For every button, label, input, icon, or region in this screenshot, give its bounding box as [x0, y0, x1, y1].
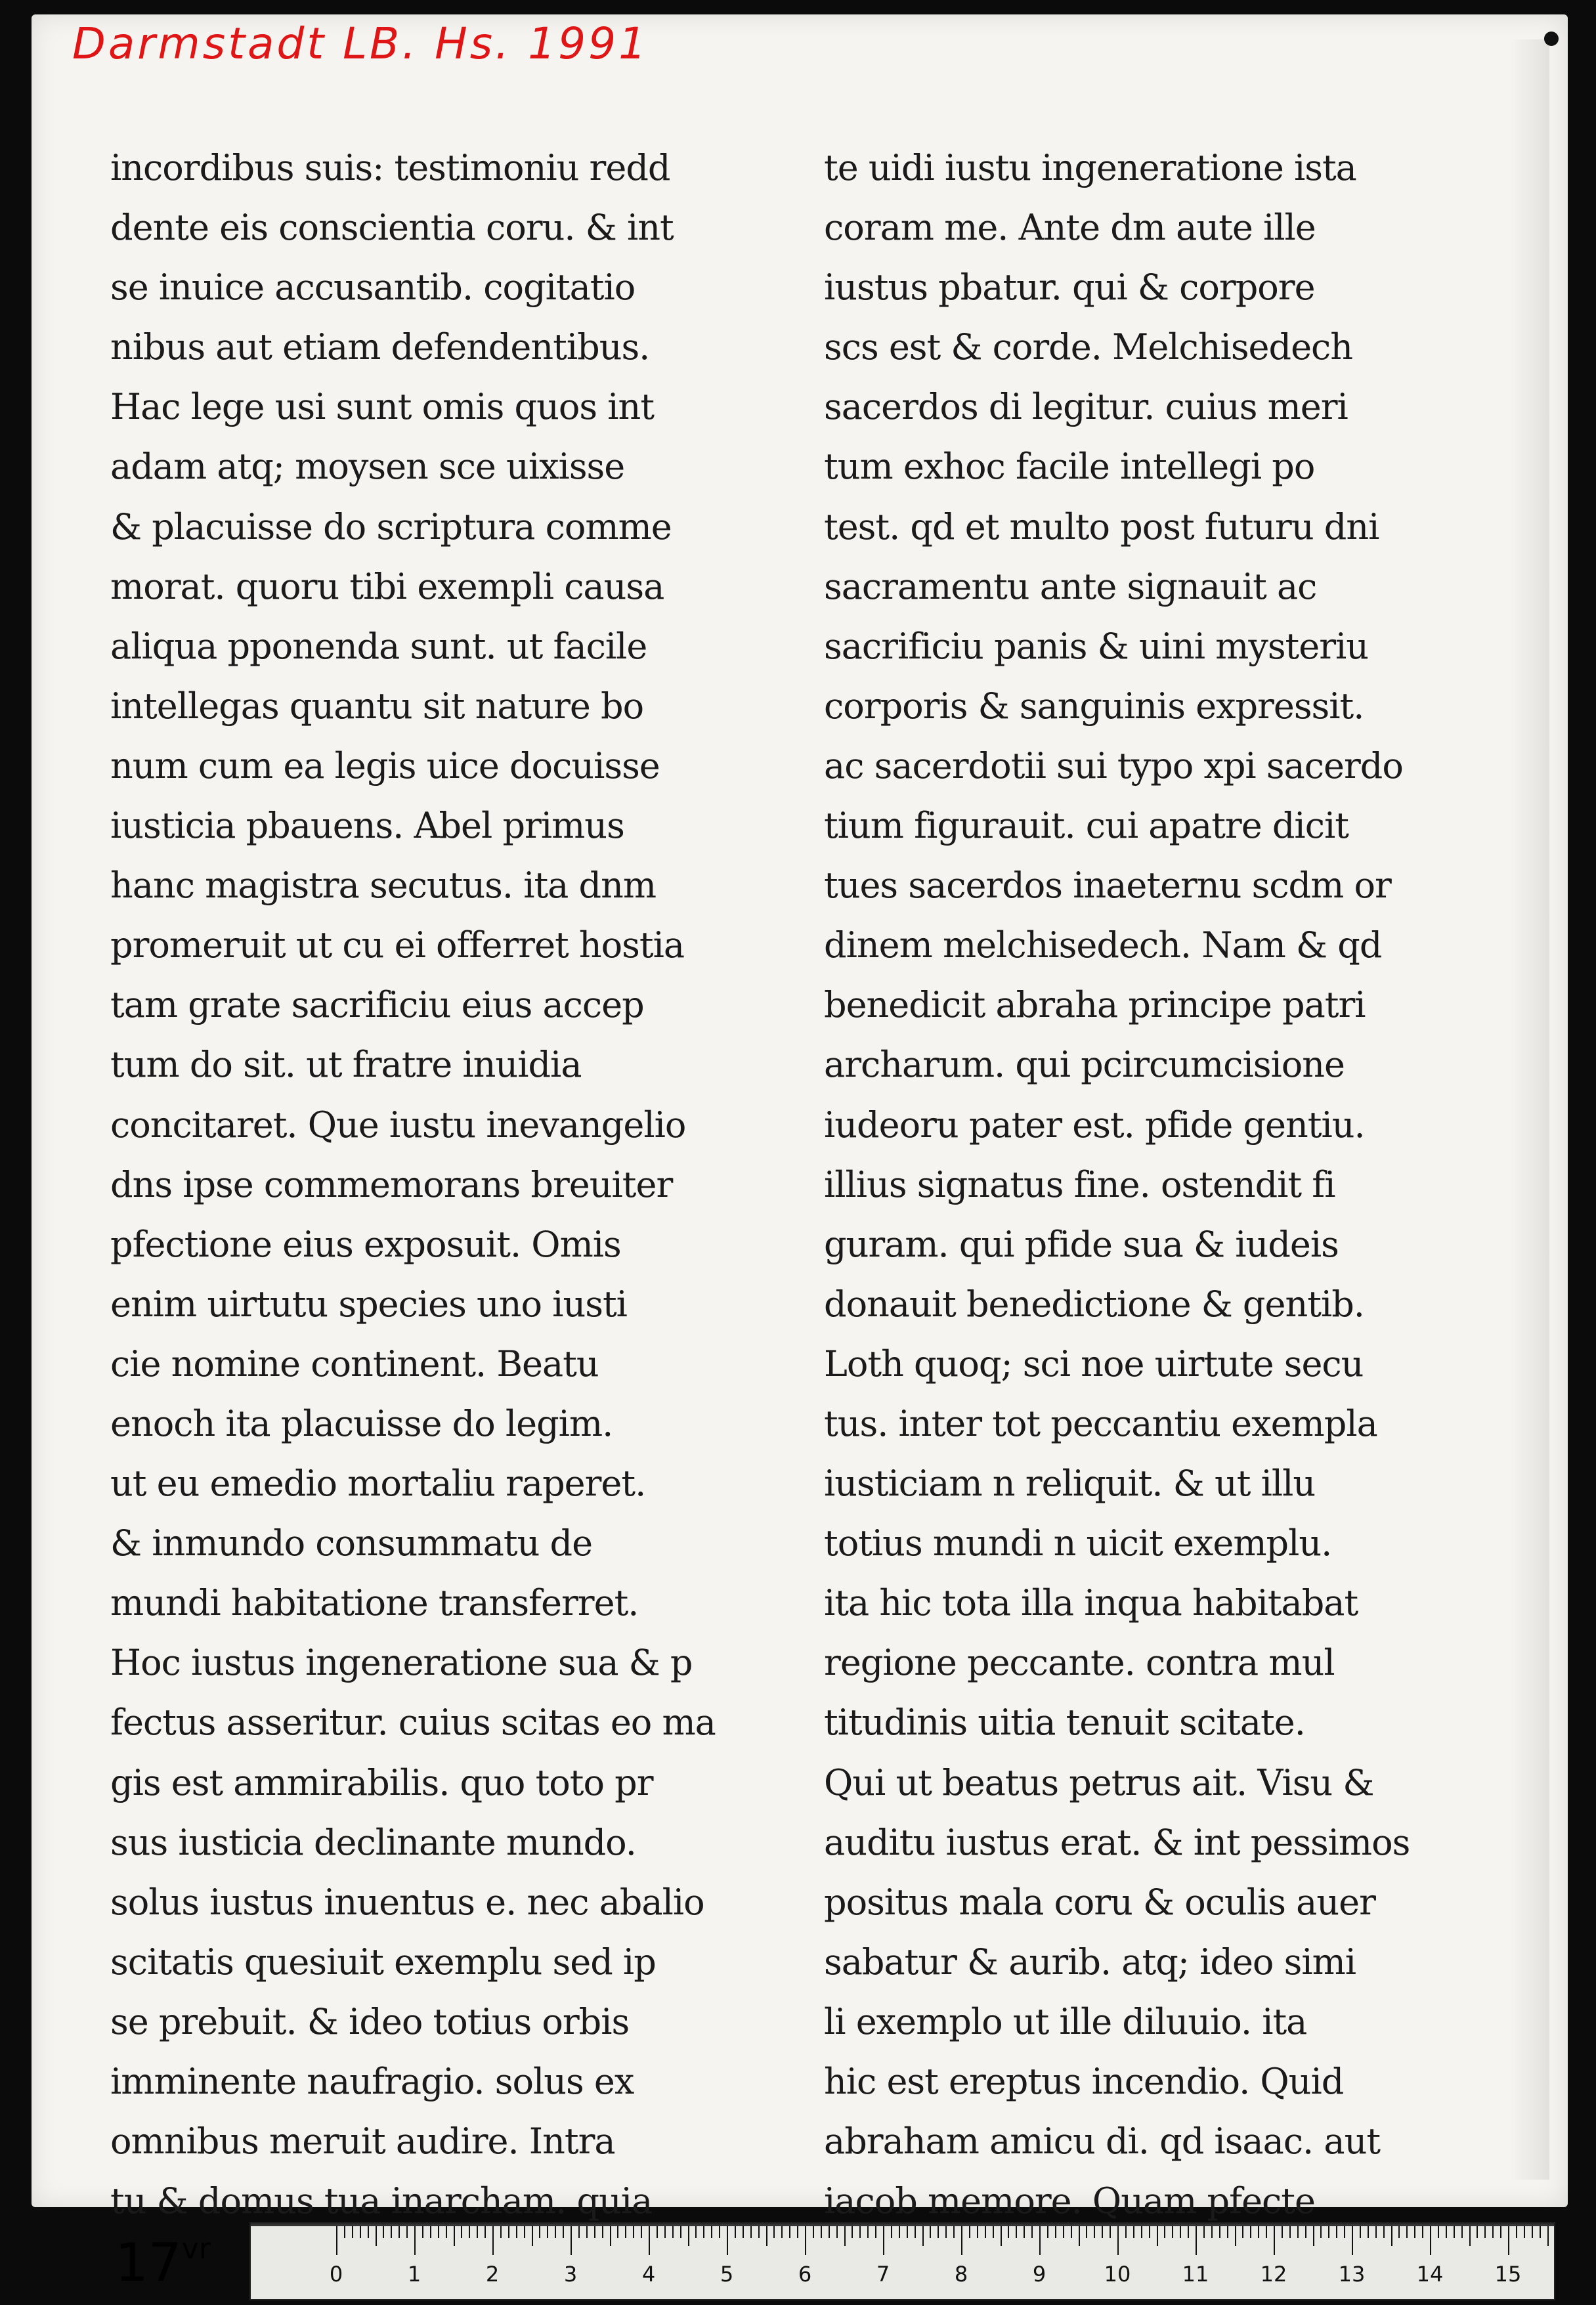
scale-ruler — [249, 2222, 1555, 2300]
ruler-tick — [1258, 2226, 1259, 2238]
ruler-tick — [680, 2226, 681, 2238]
ruler-tick — [1172, 2226, 1173, 2238]
ruler-tick — [829, 2226, 830, 2238]
ruler-tick — [883, 2226, 884, 2255]
ruler-tick — [688, 2226, 689, 2246]
ruler-tick — [805, 2226, 806, 2255]
ruler-tick — [1125, 2226, 1127, 2238]
ruler-tick — [672, 2226, 674, 2238]
ruler-tick — [430, 2226, 431, 2238]
ruler-tick — [399, 2226, 400, 2238]
ruler-tick — [961, 2226, 962, 2255]
ruler-tick — [641, 2226, 642, 2238]
ruler-tick — [1016, 2226, 1017, 2238]
manuscript-line: Hac lege usi sunt omis quos int — [110, 386, 655, 428]
manuscript-line: coram me. Ante dm aute ille — [824, 207, 1316, 249]
ruler-tick — [1227, 2226, 1228, 2238]
ruler-tick — [1289, 2226, 1291, 2238]
ruler-tick — [1305, 2226, 1306, 2238]
ruler-tick — [578, 2226, 580, 2238]
ruler-tick — [602, 2226, 603, 2238]
ruler-tick — [985, 2226, 986, 2238]
ruler-tick — [1274, 2226, 1275, 2255]
ruler-tick — [1484, 2226, 1486, 2238]
ruler-tick — [1360, 2226, 1361, 2238]
ruler-tick — [454, 2226, 455, 2246]
manuscript-line: intellegas quantu sit nature bo — [110, 685, 644, 727]
ruler-label: 2 — [485, 2262, 500, 2287]
manuscript-line: Loth quoq; sci noe uirtute secu — [824, 1343, 1364, 1385]
ruler-tick — [391, 2226, 392, 2238]
ruler-tick — [915, 2226, 916, 2238]
ruler-tick — [1344, 2226, 1345, 2238]
manuscript-line: donauit benedictione & gentib. — [824, 1283, 1364, 1325]
ruler-tick — [735, 2226, 736, 2238]
manuscript-line: Hoc iustus ingeneratione sua & p — [110, 1642, 693, 1684]
ruler-label: 13 — [1338, 2262, 1366, 2287]
manuscript-line: dente eis conscientia coru. & int — [110, 207, 674, 249]
manuscript-line: iusticiam n reliquit. & ut illu — [824, 1463, 1316, 1505]
manuscript-line: mundi habitatione transferret. — [110, 1582, 639, 1624]
ruler-tick — [1430, 2226, 1431, 2255]
manuscript-line: iacob memore. Quam pfecte — [824, 2180, 1315, 2222]
ruler-tick — [1398, 2226, 1400, 2238]
ruler-tick — [1235, 2226, 1236, 2246]
ruler-tick — [703, 2226, 704, 2238]
ruler-tick — [953, 2226, 955, 2238]
ruler-tick — [1414, 2226, 1415, 2238]
ruler-tick — [1024, 2226, 1025, 2238]
ruler-tick — [993, 2226, 994, 2238]
ruler-tick — [781, 2226, 783, 2238]
ruler-tick — [438, 2226, 439, 2238]
ruler-tick — [719, 2226, 720, 2238]
ruler-tick — [1117, 2226, 1119, 2255]
ruler-label: 12 — [1260, 2262, 1287, 2287]
ruler-tick — [945, 2226, 947, 2238]
ruler-tick — [1282, 2226, 1283, 2238]
ruler-tick — [711, 2226, 712, 2238]
ruler-tick — [1446, 2226, 1447, 2238]
folio-number-value: 17 — [115, 2232, 182, 2293]
ruler-tick — [461, 2226, 462, 2238]
manuscript-line: sus iusticia declinante mundo. — [110, 1821, 636, 1863]
archive-annotation: Darmstadt LB. Hs. 1991 — [72, 18, 649, 69]
ruler-tick — [1313, 2226, 1314, 2246]
manuscript-line: sacramentu ante signauit ac — [824, 565, 1317, 607]
ruler-label: 14 — [1416, 2262, 1444, 2287]
manuscript-line: positus mala coru & oculis auer — [824, 1881, 1375, 1923]
ruler-tick — [1133, 2226, 1134, 2238]
manuscript-line: solus iustus inuentus e. nec abalio — [110, 1881, 704, 1923]
ruler-tick — [743, 2226, 744, 2238]
manuscript-line: aliqua pponenda sunt. ut facile — [110, 625, 647, 667]
ruler-tick — [930, 2226, 931, 2238]
ruler-tick — [1406, 2226, 1408, 2238]
ruler-tick — [1469, 2226, 1471, 2246]
ruler-tick — [610, 2226, 611, 2246]
ruler-label: 0 — [329, 2262, 343, 2287]
ruler-tick — [586, 2226, 588, 2238]
manuscript-line: incordibus suis: testimoniu redd — [110, 147, 670, 188]
manuscript-line: ut eu emedio mortaliu raperet. — [110, 1463, 646, 1505]
ruler-tick — [1157, 2226, 1158, 2246]
ruler-tick — [727, 2226, 728, 2255]
ruler-tick — [1383, 2226, 1385, 2238]
ruler-tick — [907, 2226, 908, 2238]
ruler-tick — [1102, 2226, 1103, 2238]
ruler-tick — [1071, 2226, 1072, 2238]
ruler-tick — [1320, 2226, 1322, 2238]
ruler-tick — [922, 2226, 924, 2246]
ruler-tick — [1461, 2226, 1463, 2238]
manuscript-line: sacrificiu panis & uini mysteriu — [824, 625, 1369, 667]
page-fold-shadow — [1510, 39, 1549, 2180]
ruler-tick — [1477, 2226, 1478, 2238]
manuscript-line: iustus pbatur. qui & corpore — [824, 267, 1315, 309]
manuscript-line: concitaret. Que iustu inevangelio — [110, 1104, 686, 1146]
ruler-tick — [1454, 2226, 1455, 2238]
ruler-label: 5 — [720, 2262, 734, 2287]
ruler-tick — [563, 2226, 564, 2238]
ruler-tick — [1492, 2226, 1494, 2238]
manuscript-line: iusticia pbauens. Abel primus — [110, 805, 624, 847]
ruler-tick — [1297, 2226, 1299, 2238]
ruler-tick — [344, 2226, 345, 2238]
ruler-tick — [539, 2226, 540, 2238]
manuscript-line: titudinis uitia tenuit scitate. — [824, 1702, 1305, 1744]
ruler-tick — [859, 2226, 861, 2238]
ruler-tick — [1180, 2226, 1181, 2238]
manuscript-line: morat. quoru tibi exempli causa — [110, 565, 664, 607]
ruler-label: 10 — [1104, 2262, 1131, 2287]
manuscript-line: tium figurauit. cui apatre dicit — [824, 805, 1348, 847]
ruler-tick — [1141, 2226, 1142, 2238]
ruler-label: 7 — [876, 2262, 890, 2287]
ruler-tick — [633, 2226, 634, 2238]
ruler-tick — [1336, 2226, 1337, 2238]
ruler-tick — [789, 2226, 790, 2238]
manuscript-line: cie nomine continent. Beatu — [110, 1343, 599, 1385]
manuscript-line: dns ipse commemorans breuiter — [110, 1163, 673, 1205]
ruler-tick — [836, 2226, 838, 2238]
ruler-tick — [649, 2226, 650, 2255]
ruler-tick — [1500, 2226, 1501, 2238]
manuscript-line: te uidi iustu ingeneratione ista — [824, 147, 1356, 188]
ruler-tick — [625, 2226, 626, 2238]
manuscript-line: fectus asseritur. cuius scitas eo ma — [110, 1702, 716, 1744]
ruler-tick — [1266, 2226, 1267, 2238]
manuscript-line: Qui ut beatus petrus ait. Visu & — [824, 1761, 1374, 1803]
ruler-tick — [821, 2226, 822, 2238]
ruler-tick — [1149, 2226, 1150, 2238]
manuscript-line: regione peccante. contra mul — [824, 1642, 1335, 1684]
ruler-label: 4 — [641, 2262, 656, 2287]
manuscript-line: tu & domus tua inarcham. quia — [110, 2180, 653, 2222]
ruler-tick — [1532, 2226, 1533, 2238]
ruler-label: 1 — [407, 2262, 421, 2287]
ruler-tick — [524, 2226, 525, 2238]
ruler-tick — [1110, 2226, 1111, 2238]
pin-mark-icon — [1544, 32, 1559, 46]
ruler-tick — [492, 2226, 494, 2255]
ruler-tick — [516, 2226, 517, 2238]
ruler-tick — [1422, 2226, 1423, 2238]
ruler-tick — [1391, 2226, 1392, 2246]
ruler-tick — [695, 2226, 697, 2238]
manuscript-line: num cum ea legis uice docuisse — [110, 744, 660, 786]
manuscript-line: gis est ammirabilis. quo toto pr — [110, 1761, 653, 1803]
manuscript-line: omnibus meruit audire. Intra — [110, 2121, 615, 2163]
manuscript-line: iudeoru pater est. pfide gentiu. — [824, 1104, 1365, 1146]
ruler-tick — [1047, 2226, 1048, 2238]
ruler-tick — [766, 2226, 767, 2246]
manuscript-line: tum exhoc facile intellegi po — [824, 446, 1315, 488]
manuscript-line: dinem melchisedech. Nam & qd — [824, 924, 1382, 966]
ruler-tick — [1079, 2226, 1080, 2246]
ruler-tick — [813, 2226, 814, 2238]
ruler-tick — [1508, 2226, 1509, 2255]
manuscript-line: ac sacerdotii sui typo xpi sacerdo — [824, 744, 1403, 786]
ruler-tick — [1242, 2226, 1243, 2238]
ruler-tick — [664, 2226, 666, 2238]
ruler-tick — [1211, 2226, 1213, 2238]
ruler-tick — [1219, 2226, 1220, 2238]
ruler-tick — [594, 2226, 595, 2238]
ruler-tick — [852, 2226, 853, 2238]
manuscript-line: se inuice accusantib. cogitatio — [110, 267, 636, 309]
manuscript-line: abraham amicu di. qd isaac. aut — [824, 2121, 1381, 2163]
manuscript-line: scitatis quesiuit exemplu sed ip — [110, 1941, 656, 1983]
manuscript-line: & inmundo consummatu de — [110, 1522, 593, 1564]
ruler-tick — [547, 2226, 548, 2238]
ruler-tick — [1008, 2226, 1009, 2238]
ruler-tick — [1438, 2226, 1439, 2238]
ruler-tick — [414, 2226, 416, 2255]
ruler-tick — [1063, 2226, 1064, 2238]
manuscript-line: hanc magistra secutus. ita dnm — [110, 865, 657, 907]
ruler-tick — [1031, 2226, 1033, 2238]
ruler-tick — [446, 2226, 447, 2238]
folio-suffix: vr — [181, 2232, 211, 2266]
ruler-tick — [969, 2226, 970, 2238]
ruler-label: 3 — [563, 2262, 578, 2287]
ruler-tick — [617, 2226, 618, 2238]
ruler-tick — [867, 2226, 869, 2238]
ruler-tick — [977, 2226, 978, 2238]
ruler-tick — [1196, 2226, 1197, 2255]
manuscript-line: sabatur & aurib. atq; ideo simi — [824, 1941, 1356, 1983]
ruler-tick — [1516, 2226, 1517, 2238]
ruler-tick — [571, 2226, 572, 2255]
ruler-tick — [376, 2226, 377, 2246]
manuscript-line: nibus aut etiam defendentibus. — [110, 326, 650, 368]
ruler-tick — [406, 2226, 408, 2238]
ruler-tick — [1188, 2226, 1189, 2238]
manuscript-line: totius mundi n uicit exemplu. — [824, 1522, 1332, 1564]
ruler-tick — [352, 2226, 353, 2238]
manuscript-line: imminente naufragio. solus ex — [110, 2061, 634, 2102]
ruler-tick — [508, 2226, 509, 2238]
ruler-tick — [657, 2226, 658, 2238]
manuscript-line: se prebuit. & ideo totius orbis — [110, 2000, 630, 2042]
ruler-tick — [750, 2226, 752, 2238]
ruler-tick — [1164, 2226, 1165, 2238]
ruler-tick — [477, 2226, 478, 2238]
ruler-label: 15 — [1494, 2262, 1522, 2287]
ruler-tick — [1001, 2226, 1002, 2246]
ruler-tick — [844, 2226, 846, 2246]
ruler-tick — [1352, 2226, 1353, 2255]
ruler-tick — [1375, 2226, 1377, 2238]
manuscript-line: tum do sit. ut fratre inuidia — [110, 1044, 582, 1086]
manuscript-line: tues sacerdos inaeternu scdm or — [824, 865, 1391, 907]
manuscript-line: enim uirtutu species uno iusti — [110, 1283, 627, 1325]
ruler-tick — [899, 2226, 900, 2238]
ruler-tick — [532, 2226, 533, 2246]
ruler-tick — [555, 2226, 556, 2238]
manuscript-line: pfectione eius exposuit. Omis — [110, 1223, 621, 1265]
manuscript-line: sacerdos di legitur. cuius meri — [824, 386, 1348, 428]
left-text-column — [110, 138, 773, 2231]
ruler-tick — [938, 2226, 939, 2238]
manuscript-line: benedicit abraha principe patri — [824, 984, 1366, 1026]
ruler-tick — [1524, 2226, 1525, 2238]
ruler-tick — [1203, 2226, 1205, 2238]
ruler-tick — [469, 2226, 470, 2238]
manuscript-line: archarum. qui pcircumcisione — [824, 1044, 1345, 1086]
ruler-tick — [1086, 2226, 1087, 2238]
ruler-tick — [1055, 2226, 1056, 2238]
ruler-tick — [360, 2226, 361, 2238]
manuscript-line: promeruit ut cu ei offerret hostia — [110, 924, 685, 966]
manuscript-line: tus. inter tot peccantiu exempla — [824, 1402, 1377, 1444]
manuscript-line: illius signatus fine. ostendit fi — [824, 1163, 1335, 1205]
ruler-tick — [500, 2226, 502, 2238]
manuscript-line: guram. qui pfide sua & iudeis — [824, 1223, 1339, 1265]
ruler-tick — [422, 2226, 423, 2238]
ruler-label: 9 — [1032, 2262, 1046, 2287]
ruler-tick — [1368, 2226, 1369, 2238]
ruler-tick — [1039, 2226, 1041, 2255]
manuscript-line: auditu iustus erat. & int pessimos — [824, 1821, 1410, 1863]
ruler-tick — [875, 2226, 876, 2238]
ruler-label: 8 — [954, 2262, 968, 2287]
ruler-label: 11 — [1182, 2262, 1209, 2287]
ruler-tick — [773, 2226, 775, 2238]
ruler-tick — [1328, 2226, 1329, 2238]
manuscript-line: tam grate sacrificiu eius accep — [110, 984, 644, 1026]
ruler-tick — [368, 2226, 369, 2238]
manuscript-line: & placuisse do scriptura comme — [110, 506, 672, 548]
ruler-tick — [1547, 2226, 1549, 2246]
manuscript-line: test. qd et multo post futuru dni — [824, 506, 1379, 548]
ruler-tick — [336, 2226, 337, 2255]
manuscript-line: corporis & sanguinis expressit. — [824, 685, 1364, 727]
ruler-tick — [383, 2226, 384, 2238]
manuscript-line: hic est ereptus incendio. Quid — [824, 2061, 1344, 2102]
manuscript-line: enoch ita placuisse do legim. — [110, 1402, 613, 1444]
folio-number — [115, 2232, 211, 2293]
manuscript-line: li exemplo ut ille diluuio. ita — [824, 2000, 1307, 2042]
ruler-tick — [485, 2226, 486, 2238]
ruler-tick — [1540, 2226, 1541, 2238]
right-text-column — [824, 138, 1487, 2231]
manuscript-line: adam atq; moysen sce uixisse — [110, 446, 625, 488]
manuscript-line: ita hic tota illa inqua habitabat — [824, 1582, 1358, 1624]
ruler-tick — [758, 2226, 760, 2238]
ruler-tick — [1094, 2226, 1095, 2238]
ruler-tick — [797, 2226, 798, 2238]
ruler-label: 6 — [798, 2262, 812, 2287]
ruler-tick — [891, 2226, 892, 2238]
ruler-tick — [1250, 2226, 1251, 2238]
manuscript-line: scs est & corde. Melchisedech — [824, 326, 1353, 368]
